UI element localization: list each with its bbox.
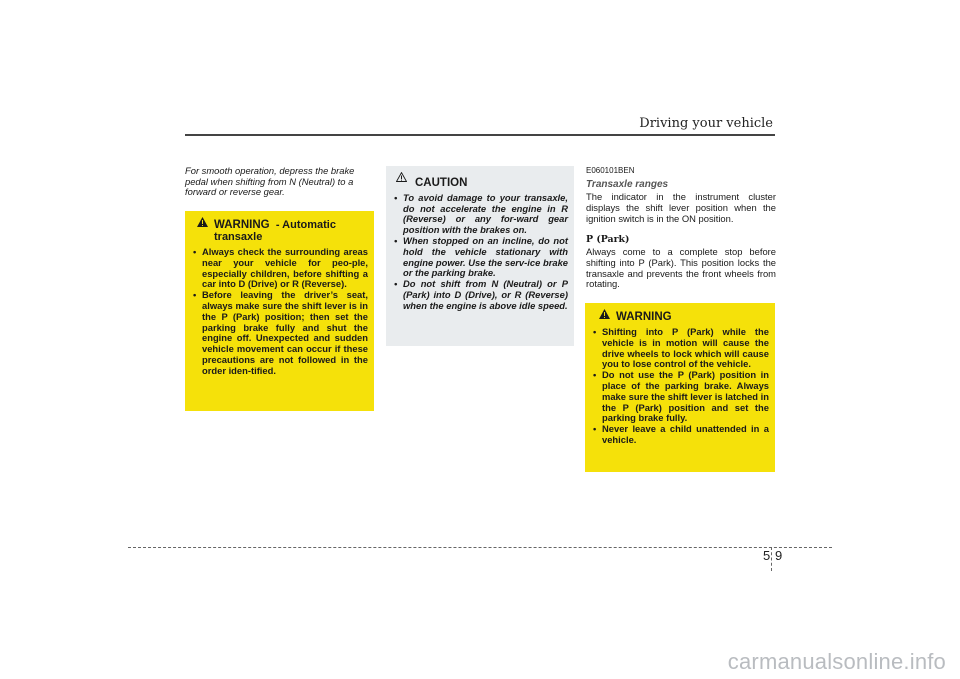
warning-automatic-list [185,247,374,377]
list-item: • Do not shift from N (Neutral) or P (Park) into D (Drive), or R (Reverse) when the engine is above idle speed. [394,279,568,311]
section-subtitle: Transaxle ranges [586,178,669,190]
warning-triangle-icon [197,217,208,230]
list-item: • Before leaving the driver’s seat, always make sure the shift lever is in the P (Park) position; then set the parking brake fully and shut the engine off. Unexpected and sudden vehicle movement can occur if these precautions are not followed in the order iden-tified. [193,290,368,376]
page-number: 9 [775,548,783,563]
watermark: carmanualsonline.info [727,649,946,674]
list-item: • Never leave a child unattended in a vehicle. [593,424,769,446]
park-paragraph: Always come to a complete stop before shifting into P (Park). This position locks the transaxle and prevents the front wheels from rotating. [586,246,776,290]
chapter-number: 5 [763,548,771,563]
park-heading: P (Park) [586,233,630,245]
warning-park-header [585,311,775,323]
list-item: • Shifting into P (Park) while the vehicle is in motion will cause the drive wheels to lock which will cause you to lose control of the vehicle. [593,327,769,370]
warning-park-box [585,303,775,472]
caution-list [386,193,574,312]
list-item: • Always check the surrounding areas near your vehicle for peo-ple, especially children, before shifting a car into D (Drive) or R (Reverse). [193,247,368,290]
list-item: • Do not use the P (Park) position in place of the parking brake. Always make sure the shift lever is latched in the P (Park) position and set the parking brake fully. [593,370,769,424]
warning-automatic-header [185,219,374,243]
indicator-paragraph: The indicator in the instrument cluster displays the shift lever position when the ignition switch is in the ON position. [586,191,776,224]
intro-paragraph: For smooth operation, depress the brake pedal when shifting from N (Neutral) to a forward or reverse gear. [185,165,355,198]
warning-triangle-icon [599,309,610,322]
list-item: • When stopped on an incline, do not hold the vehicle stationary with engine power. Use the serv-ice brake or the parking brake. [394,236,568,279]
warning-suffix: - Automatic transaxle [214,219,336,243]
header-rule [185,134,775,136]
caution-triangle-icon [396,172,407,185]
warning-label: WARNING [616,311,672,323]
caution-label: CAUTION [415,177,468,189]
warning-label: WARNING [214,219,270,231]
transaxle-ranges-section [586,166,776,290]
caution-header [386,170,574,189]
warning-automatic-box [185,211,374,411]
warning-park-list [585,327,775,446]
section-code: E060101BEN [586,166,635,175]
list-item: • To avoid damage to your transaxle, do not accelerate the engine in R (Reverse) or any for-ward gear position with the brakes on. [394,193,568,236]
footer-rule [128,547,832,548]
caution-box [386,166,574,346]
page-number-separator [771,547,772,571]
section-title: Driving your vehicle [639,116,773,131]
